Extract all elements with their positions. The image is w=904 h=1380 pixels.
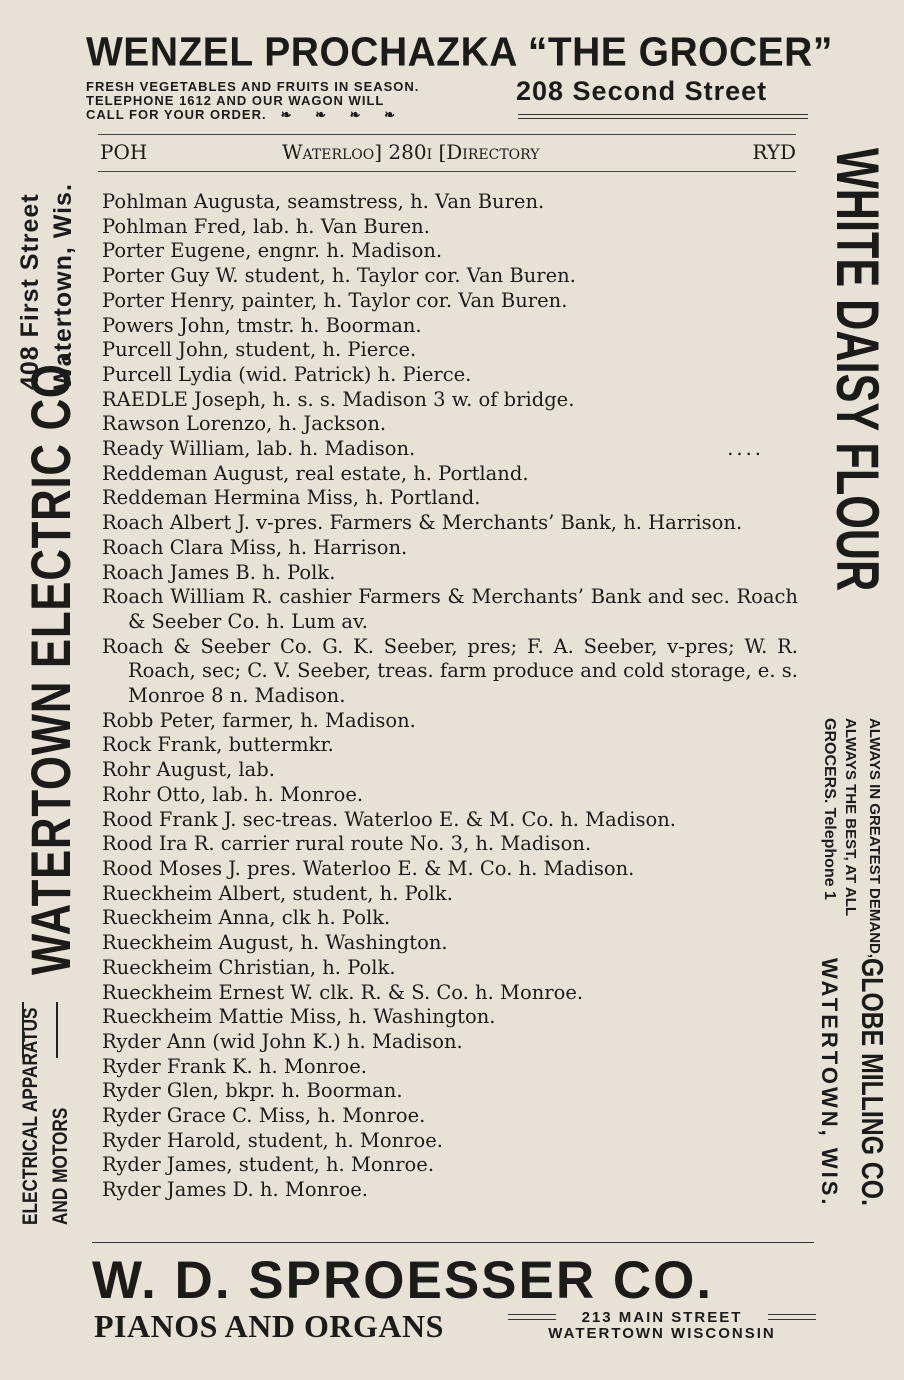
directory-entry: Rueckheim Albert, student, h. Polk. bbox=[102, 881, 453, 905]
grocer-ad-description bbox=[86, 80, 506, 122]
directory-entry: Roach William R. cashier Farmers & Merchants’ Bank and sec. Roach & Seeber Co. h. Lum av. bbox=[102, 585, 798, 633]
directory-entry: Rohr Otto, lab. h. Monroe. bbox=[102, 782, 364, 806]
flour-ad-slogan-line-2: ALWAYS THE BEST, AT ALL bbox=[842, 718, 859, 917]
piano-ad-address bbox=[508, 1310, 816, 1342]
piano-ad-city: WATERTOWN WISCONSIN bbox=[548, 1325, 776, 1342]
grocer-ad-line-2: TELEPHONE 1612 AND OUR WAGON WILL bbox=[86, 93, 385, 108]
header-rule-top bbox=[98, 134, 796, 135]
directory-entry: Roach & Seeber Co. G. K. Seeber, pres; F. A. Seeber, v-pres; W. R. Roach, sec; C. V. Seeber, treas. farm produce and cold storage, e. s. Monroe 8 n. Madison. bbox=[102, 634, 798, 708]
flour-ad-telephone: GROCERS. Telephone 1 bbox=[821, 718, 838, 900]
directory-entry: Ryder Grace C. Miss, h. Monroe. bbox=[102, 1104, 426, 1128]
directory-entry: Rood Moses J. pres. Waterloo E. & M. Co. h. Madison. bbox=[102, 856, 635, 880]
flour-ad-town: WATERTOWN, WIS. bbox=[817, 958, 842, 1208]
flour-ad-mill-name: GLOBE MILLING CO. bbox=[855, 958, 890, 1206]
header-rule-bottom bbox=[98, 171, 796, 172]
directory-entry: Ready William, lab. h. Madison. bbox=[102, 437, 416, 461]
flour-ad-slogan bbox=[838, 718, 886, 958]
electric-ad-street: 408 First Street bbox=[16, 193, 44, 390]
directory-entry: Robb Peter, farmer, h. Madison. bbox=[102, 708, 416, 732]
running-header bbox=[100, 140, 796, 166]
directory-entry: Reddeman August, real estate, h. Portland. bbox=[102, 461, 529, 485]
directory-entry: Rawson Lorenzo, h. Jackson. bbox=[102, 412, 387, 436]
directory-entry: Ryder James D. h. Monroe. bbox=[102, 1178, 368, 1202]
electric-ad-line-1: ELECTRICAL APPARATUS bbox=[19, 1007, 42, 1225]
directory-entry: Rueckheim August, h. Washington. bbox=[102, 931, 448, 955]
directory-entry: Ryder Frank K. h. Monroe. bbox=[102, 1054, 367, 1078]
directory-entry: Porter Henry, painter, h. Taylor cor. Van Buren. bbox=[102, 288, 568, 312]
directory-entry: Rohr August, lab. bbox=[102, 758, 275, 782]
piano-ad-company-name: W. D. SPROESSER CO. bbox=[92, 1251, 714, 1310]
address-double-rule bbox=[518, 114, 808, 119]
electric-company-advertisement bbox=[0, 0, 90, 1380]
piano-ad-products: PIANOS AND ORGANS bbox=[94, 1308, 444, 1344]
directory-entry: Ryder Harold, student, h. Monroe. bbox=[102, 1128, 443, 1152]
electric-ad-address bbox=[14, 183, 80, 390]
directory-entry: Ryder Glen, bkpr. h. Boorman. bbox=[102, 1079, 403, 1103]
directory-entry: RAEDLE Joseph, h. s. s. Madison 3 w. of bridge. bbox=[102, 387, 575, 411]
directory-entry: Ryder James, student, h. Monroe. bbox=[102, 1153, 435, 1177]
electric-ad-rule bbox=[56, 1002, 58, 1058]
directory-entry: Powers John, tmstr. h. Boorman. bbox=[102, 313, 422, 337]
bottom-ad-rule bbox=[92, 1242, 814, 1243]
directory-entry: Porter Guy W. student, h. Taylor cor. Van Buren. bbox=[102, 264, 576, 288]
directory-entry: Reddeman Hermina Miss, h. Portland. bbox=[102, 486, 481, 510]
directory-entry: Rueckheim Anna, clk h. Polk. bbox=[102, 906, 391, 930]
flour-advertisement bbox=[814, 0, 904, 1380]
directory-entry: Purcell John, student, h. Pierce. bbox=[102, 338, 417, 362]
grocer-ad-line-3: CALL FOR YOUR ORDER. bbox=[86, 107, 267, 122]
directory-entry: Rood Frank J. sec-treas. Waterloo E. & M. Co. h. Madison. bbox=[102, 807, 677, 831]
leader-dots: .... bbox=[727, 437, 764, 461]
grocer-ad-line-1: FRESH VEGETABLES AND FRUITS IN SEASON. bbox=[86, 79, 420, 94]
header-center-title: Waterloo] 280i [Directory bbox=[282, 140, 540, 164]
electric-ad-company-name: WATERTOWN ELECTRIC CO. bbox=[19, 350, 82, 975]
electric-ad-rule bbox=[22, 1002, 24, 1058]
directory-entry: Rock Frank, buttermkr. bbox=[102, 733, 334, 757]
directory-entry: Rood Ira R. carrier rural route No. 3, h. Madison. bbox=[102, 832, 592, 856]
directory-entry: Purcell Lydia (wid. Patrick) h. Pierce. bbox=[102, 362, 472, 386]
directory-entry-with-dots bbox=[102, 437, 798, 462]
piano-ad-street: 213 MAIN STREET bbox=[508, 1310, 816, 1326]
electric-ad-city: Watertown, Wis. bbox=[49, 183, 77, 390]
directory-entry: Roach Clara Miss, h. Harrison. bbox=[102, 535, 408, 559]
header-right-guide-word: RYD bbox=[752, 140, 796, 164]
directory-entry: Roach James B. h. Polk. bbox=[102, 560, 336, 584]
directory-entry: Roach Albert J. v-pres. Farmers & Merchants’ Bank, h. Harrison. bbox=[102, 511, 743, 535]
flour-ad-slogan-line-1: ALWAYS IN GREATEST DEMAND, bbox=[866, 718, 883, 959]
directory-entry: Rueckheim Ernest W. clk. R. & S. Co. h. Monroe. bbox=[102, 980, 584, 1004]
directory-entries bbox=[102, 190, 798, 1203]
grocer-ad-title: WENZEL PROCHAZKA “THE GROCER” bbox=[86, 30, 833, 76]
flour-ad-brand: WHITE DAISY FLOUR bbox=[824, 148, 891, 592]
directory-entry: Rueckheim Christian, h. Polk. bbox=[102, 955, 396, 979]
directory-entry: Rueckheim Mattie Miss, h. Washington. bbox=[102, 1005, 496, 1029]
directory-entry: Pohlman Fred, lab. h. Van Buren. bbox=[102, 214, 430, 238]
fleuron-ornaments: ❧ ❧ ❧ ❧ bbox=[280, 107, 405, 122]
electric-ad-line-2: AND MOTORS bbox=[49, 1107, 72, 1225]
directory-entry: Porter Eugene, engnr. h. Madison. bbox=[102, 239, 443, 263]
directory-entry: Pohlman Augusta, seamstress, h. Van Buren. bbox=[102, 190, 545, 213]
directory-entry: Ryder Ann (wid John K.) h. Madison. bbox=[102, 1029, 463, 1053]
header-left-guide-word: POH bbox=[100, 140, 148, 164]
grocer-ad-address: 208 Second Street bbox=[516, 76, 768, 106]
electric-ad-products bbox=[16, 1007, 76, 1225]
